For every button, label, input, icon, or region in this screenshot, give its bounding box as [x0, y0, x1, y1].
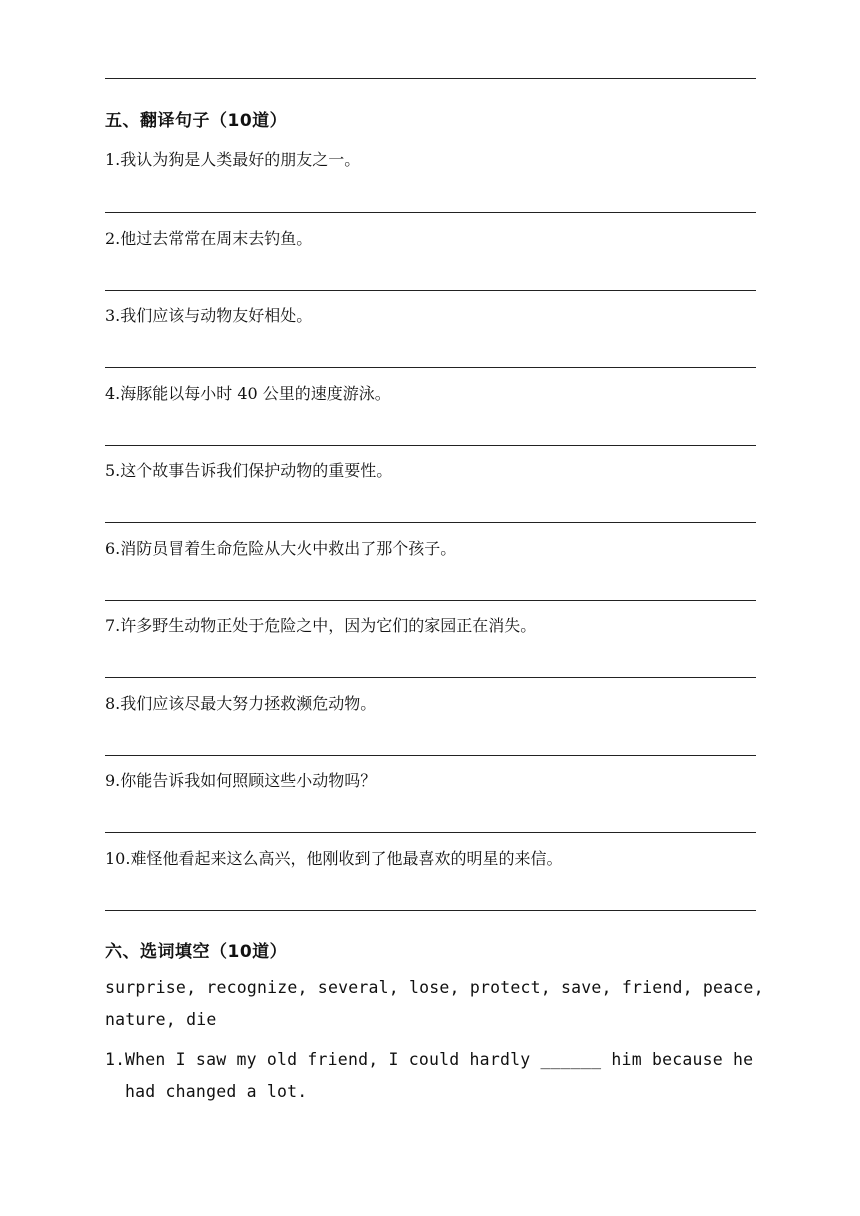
answer-line-7	[105, 677, 756, 678]
answer-line-8	[105, 755, 756, 756]
translation-item-5: 5.这个故事告诉我们保护动物的重要性。	[105, 461, 393, 480]
translation-item-8: 8.我们应该尽最大努力拯救濒危动物。	[105, 694, 377, 713]
top-rule	[105, 78, 756, 79]
translation-item-3: 3.我们应该与动物友好相处。	[105, 306, 313, 325]
fill-question-1-line-2: had changed a lot.	[125, 1082, 308, 1101]
section-6-heading: 六、选词填空（10道）	[105, 942, 288, 962]
translation-item-2: 2.他过去常常在周末去钓鱼。	[105, 229, 313, 248]
answer-line-10	[105, 910, 756, 911]
answer-line-3	[105, 367, 756, 368]
fill-question-1-line-1: When I saw my old friend, I could hardly ______ him because he	[125, 1050, 754, 1069]
translation-item-1: 1.我认为狗是人类最好的朋友之一。	[105, 150, 361, 169]
fill-question-1-number: 1.	[105, 1050, 126, 1069]
word-bank-line-2: nature, die	[105, 1010, 217, 1029]
word-bank-line-1: surprise, recognize, several, lose, protect, save, friend, peace,	[105, 978, 764, 997]
translation-item-9: 9.你能告诉我如何照顾这些小动物吗？	[105, 771, 377, 790]
answer-line-9	[105, 832, 756, 833]
section-5-heading: 五、翻译句子（10道）	[105, 111, 288, 131]
translation-item-10: 10.难怪他看起来这么高兴，他刚收到了他最喜欢的明星的来信。	[105, 849, 563, 868]
answer-line-5	[105, 522, 756, 523]
translation-item-4: 4.海豚能以每小时 40 公里的速度游泳。	[105, 384, 391, 403]
answer-line-2	[105, 290, 756, 291]
answer-line-1	[105, 212, 756, 213]
answer-line-4	[105, 445, 756, 446]
answer-line-6	[105, 600, 756, 601]
translation-item-6: 6.消防员冒着生命危险从大火中救出了那个孩子。	[105, 539, 457, 558]
translation-item-7: 7.许多野生动物正处于危险之中，因为它们的家园正在消失。	[105, 616, 537, 635]
